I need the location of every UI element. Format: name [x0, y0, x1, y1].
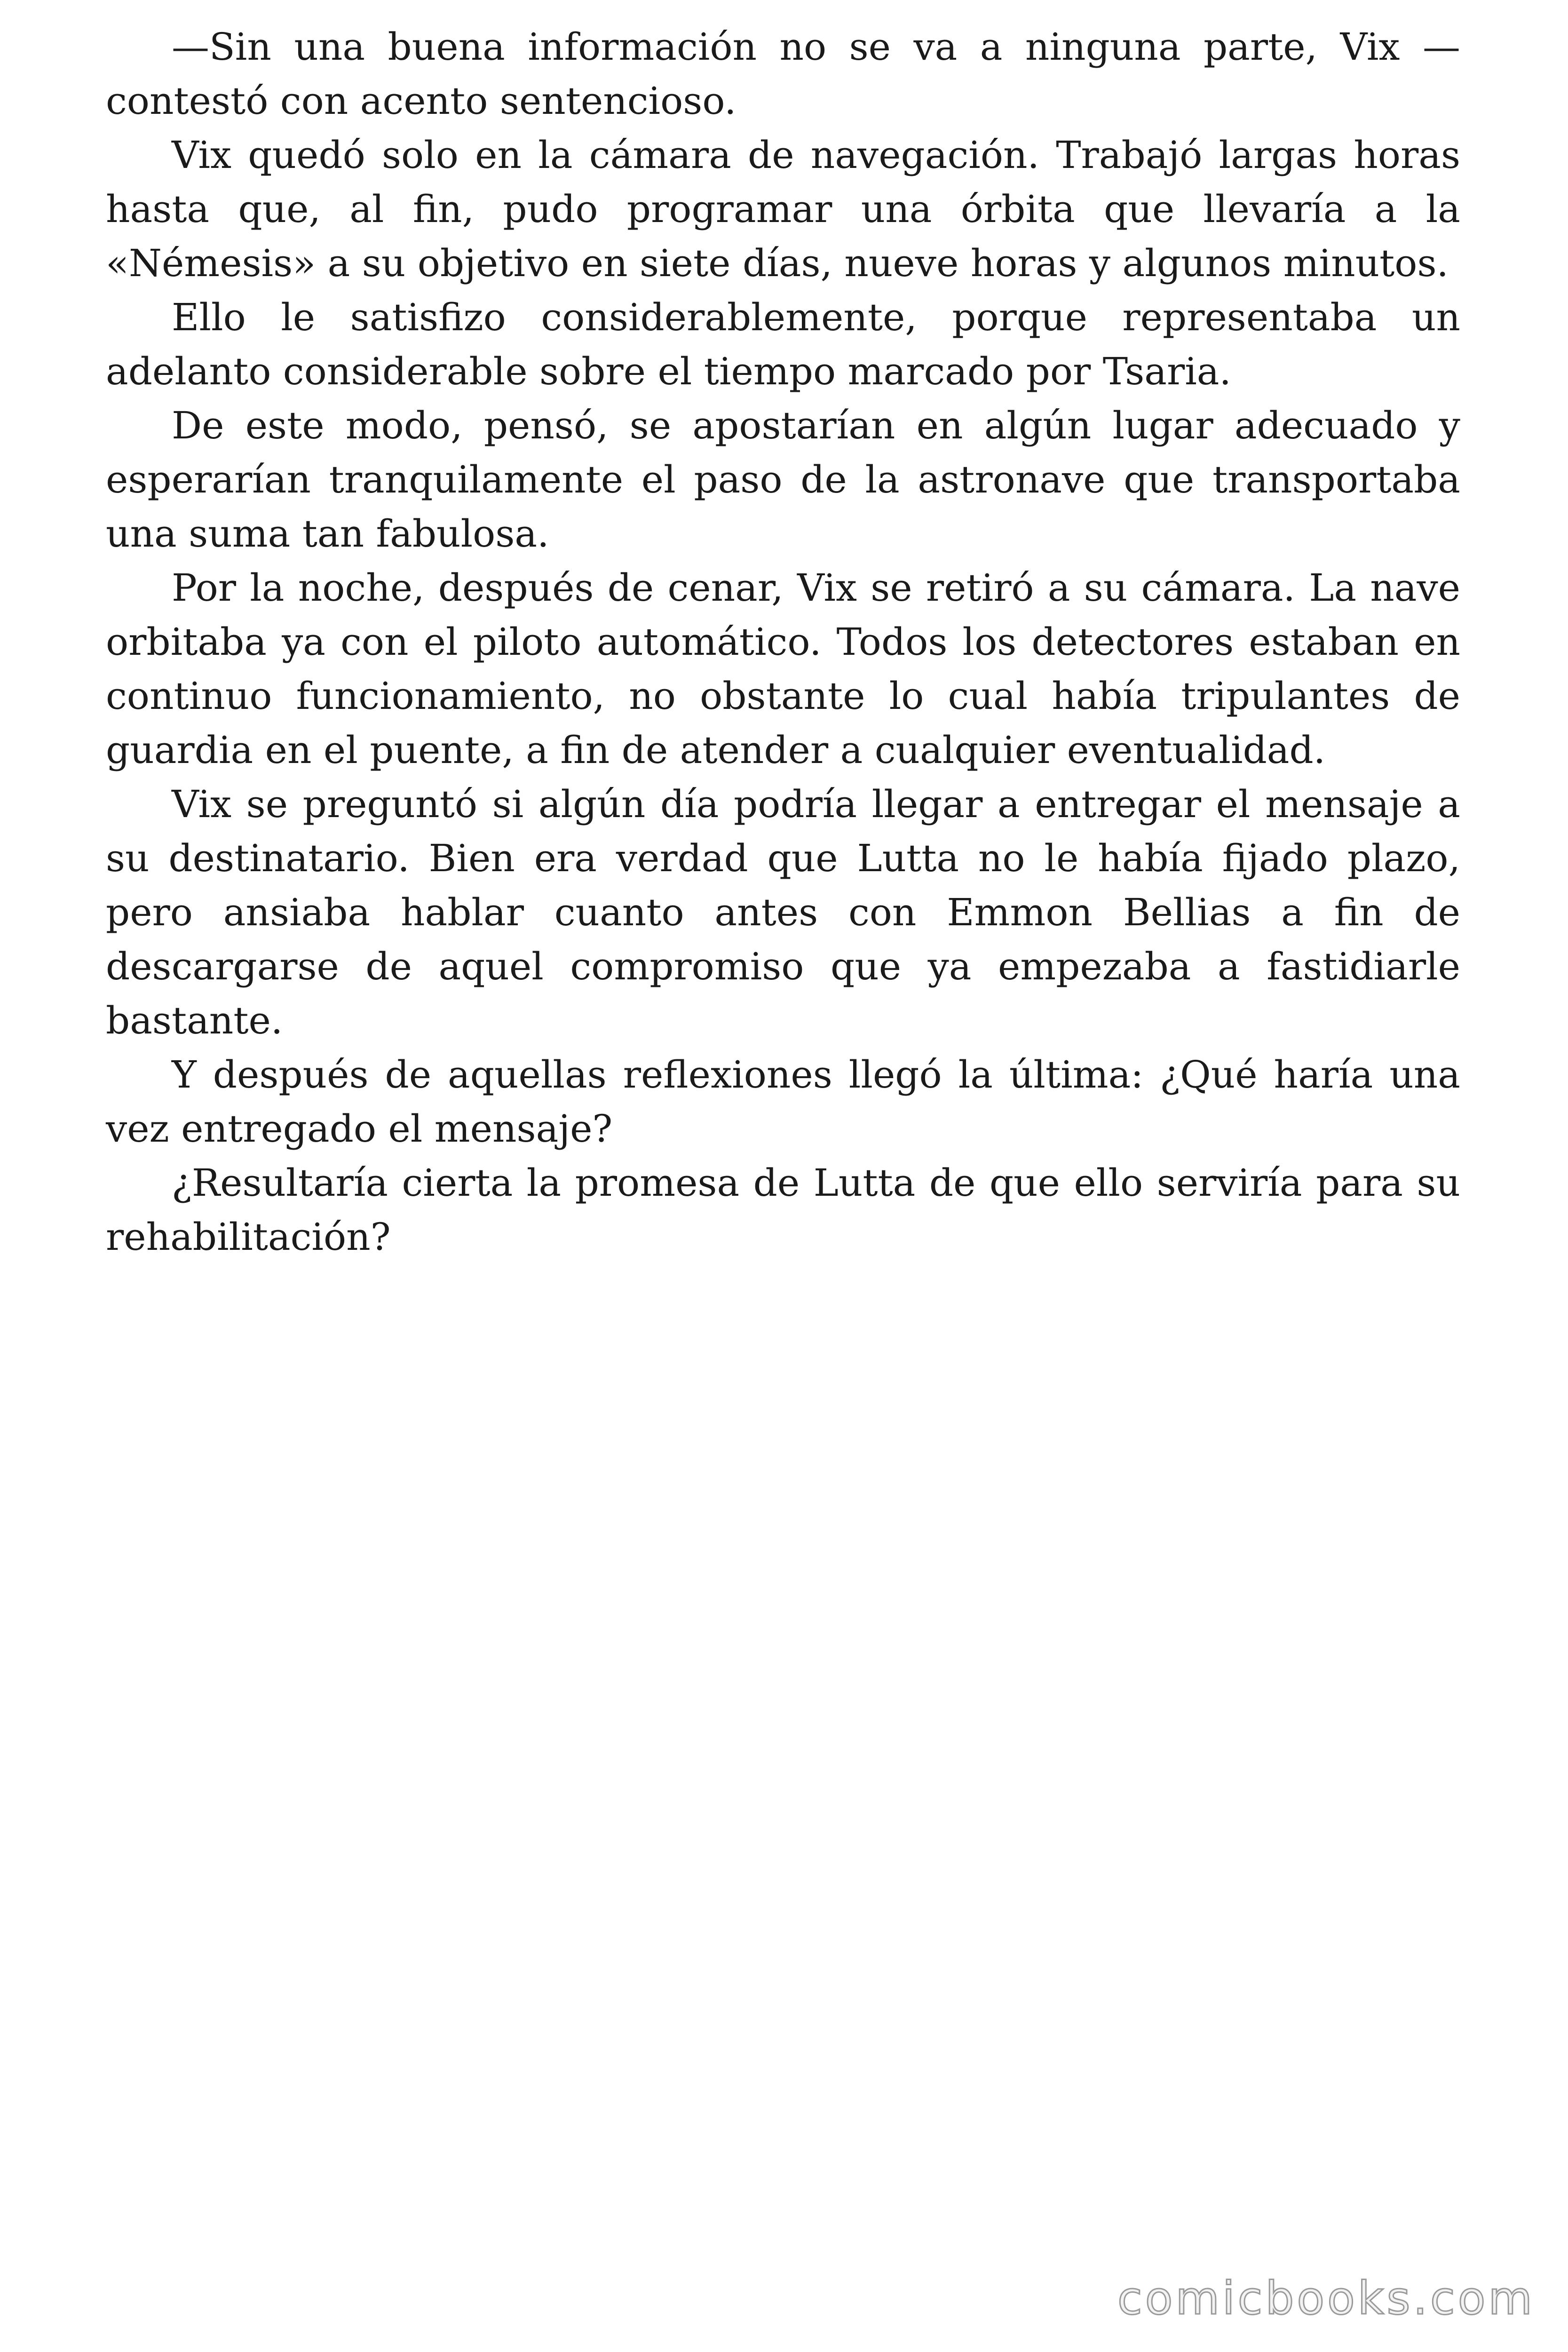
page-body — [106, 20, 1460, 1264]
paragraph: —Sin una buena información no se va a ninguna parte, Vix —contestó con acento sentencioso. — [106, 25, 1460, 123]
paragraph: Vix se preguntó si algún día podría llegar a entregar el mensaje a su destinatario. Bien era verdad que Lutta no le había fijado plazo, pero ansiaba hablar cuanto antes con Emmon Bellias a fin de descargarse de aquel compromiso que ya empezaba a fastidiarle bastante. — [106, 782, 1460, 1042]
paragraph: ¿Resultaría cierta la promesa de Lutta de que ello serviría para su rehabilitación? — [106, 1161, 1460, 1259]
watermark: comicbooks.com — [1117, 2272, 1535, 2325]
paragraph: Por la noche, después de cenar, Vix se retiró a su cámara. La nave orbitaba ya con el piloto automático. Todos los detectores estaban en continuo funcionamiento, no obstante lo cual había tripulantes de guardia en el puente, a fin de atender a cualquier eventualidad. — [106, 566, 1460, 772]
paragraph: Ello le satisfizo considerablemente, porque representaba un adelanto considerable sobre el tiempo marcado por Tsaria. — [106, 295, 1460, 393]
paragraph: De este modo, pensó, se apostarían en algún lugar adecuado y esperarían tranquilamente el paso de la astronave que transportaba una suma tan fabulosa. — [106, 404, 1460, 556]
paragraph: Vix quedó solo en la cámara de navegación. Trabajó largas horas hasta que, al fin, pudo programar una órbita que llevaría a la «Némesis» a su objetivo en siete días, nueve horas y algunos minutos. — [106, 133, 1460, 285]
paragraph: Y después de aquellas reflexiones llegó la última: ¿Qué haría una vez entregado el mensaje? — [106, 1053, 1460, 1151]
